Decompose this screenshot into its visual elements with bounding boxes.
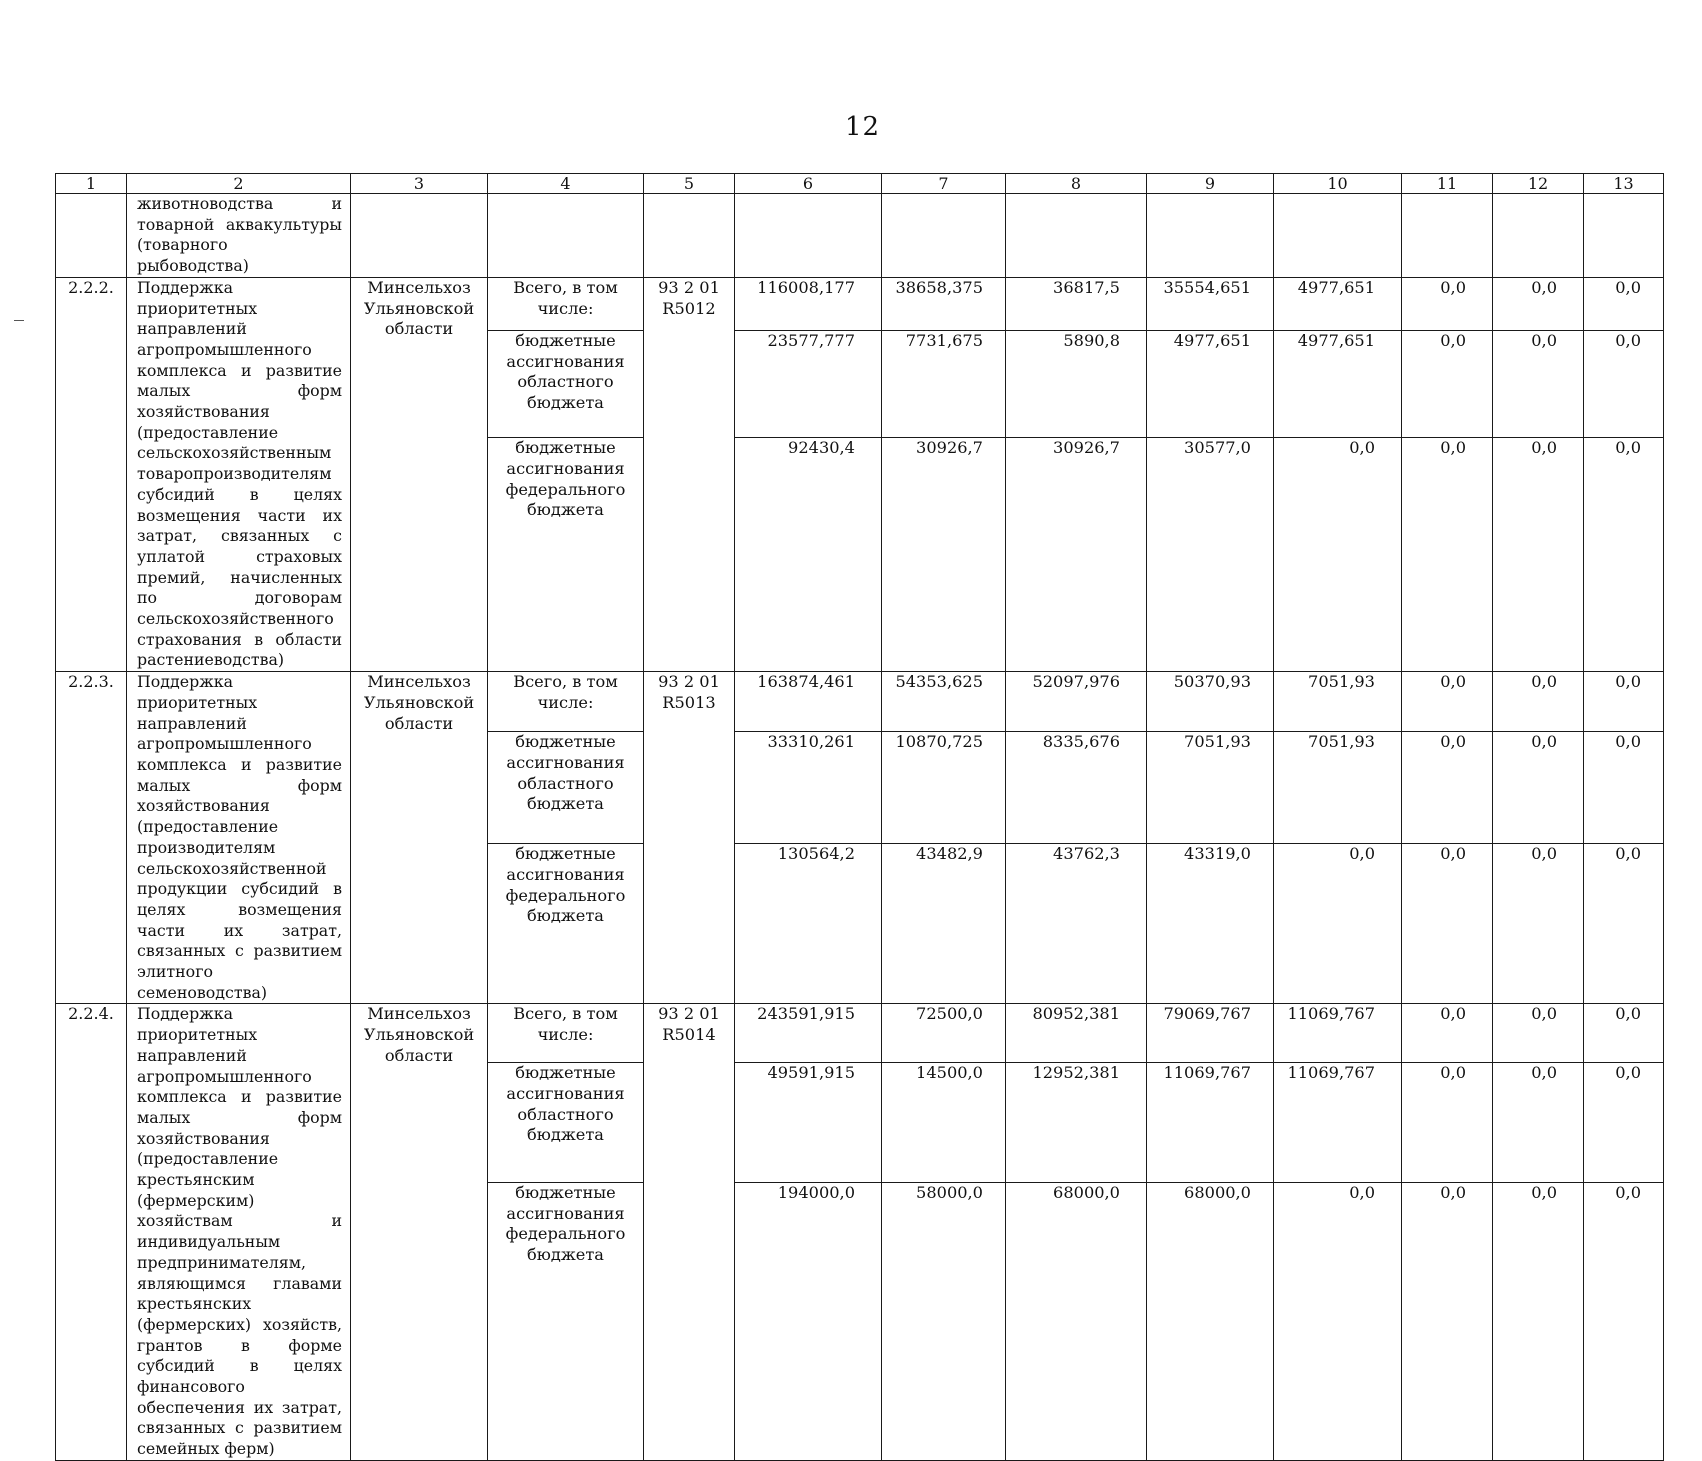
value-cell: 11069,767 [1147, 1063, 1274, 1183]
value-cell: 0,0 [1584, 1063, 1664, 1183]
column-number: 11 [1402, 174, 1493, 194]
value-cell: 43762,3 [1006, 844, 1147, 1004]
responsible-executor: Минсельхоз Ульяновской области [351, 672, 488, 1004]
value-cell: 0,0 [1274, 1182, 1402, 1460]
column-number: 4 [488, 174, 644, 194]
value-cell: 35554,651 [1147, 277, 1274, 330]
value-cell: 0,0 [1493, 844, 1584, 1004]
value-cell: 0,0 [1493, 330, 1584, 438]
value-cell: 68000,0 [1006, 1182, 1147, 1460]
funding-source: Всего, в том числе: [488, 672, 644, 732]
value-cell: 11069,767 [1274, 1063, 1402, 1183]
value-cell: 38658,375 [882, 277, 1006, 330]
funding-source: бюджетные ассигнования областного бюджета [488, 732, 644, 844]
value-cell: 0,0 [1493, 1182, 1584, 1460]
value-cell: 0,0 [1402, 732, 1493, 844]
value-cell: 7051,93 [1274, 732, 1402, 844]
funding-source: бюджетные ассигнования федерального бюджета [488, 438, 644, 672]
value-cell: 0,0 [1584, 1004, 1664, 1063]
column-number-row [56, 174, 1664, 194]
value-cell: 52097,976 [1006, 672, 1147, 732]
column-number: 8 [1006, 174, 1147, 194]
value-cell: 30577,0 [1147, 438, 1274, 672]
value-cell: 54353,625 [882, 672, 1006, 732]
value-cell: 58000,0 [882, 1182, 1006, 1460]
table-row [56, 277, 1664, 330]
value-cell: 243591,915 [735, 1004, 882, 1063]
value-cell: 0,0 [1274, 844, 1402, 1004]
funding-source: бюджетные ассигнования областного бюджета [488, 1063, 644, 1183]
funding-source: бюджетные ассигнования федерального бюджета [488, 1182, 644, 1460]
value-cell: 43482,9 [882, 844, 1006, 1004]
budget-code: 93 2 01 R5014 [644, 1004, 735, 1460]
value-cell: 0,0 [1584, 844, 1664, 1004]
value-cell: 0,0 [1493, 277, 1584, 330]
value-cell: 7731,675 [882, 330, 1006, 438]
value-cell: 116008,177 [735, 277, 882, 330]
column-number: 13 [1584, 174, 1664, 194]
value-cell: 80952,381 [1006, 1004, 1147, 1063]
value-cell: 0,0 [1584, 277, 1664, 330]
value-cell: 0,0 [1402, 330, 1493, 438]
value-cell: 0,0 [1402, 1063, 1493, 1183]
value-cell: 14500,0 [882, 1063, 1006, 1183]
value-cell: 0,0 [1402, 1182, 1493, 1460]
funding-source: Всего, в том числе: [488, 1004, 644, 1063]
value-cell: 68000,0 [1147, 1182, 1274, 1460]
value-cell: 0,0 [1493, 1004, 1584, 1063]
value-cell: 43319,0 [1147, 844, 1274, 1004]
value-cell: 0,0 [1493, 1063, 1584, 1183]
item-code: 2.2.3. [56, 672, 127, 1004]
value-cell: 79069,767 [1147, 1004, 1274, 1063]
continuation-description: животноводства и товарной аквакультуры (товарного рыбоводства) [127, 194, 351, 278]
budget-code: 93 2 01 R5013 [644, 672, 735, 1004]
column-number: 3 [351, 174, 488, 194]
value-cell: 0,0 [1402, 844, 1493, 1004]
value-cell: 0,0 [1493, 672, 1584, 732]
value-cell: 23577,777 [735, 330, 882, 438]
value-cell: 0,0 [1584, 438, 1664, 672]
margin-mark [14, 320, 24, 321]
budget-code: 93 2 01 R5012 [644, 277, 735, 671]
column-number: 6 [735, 174, 882, 194]
table-row [56, 1004, 1664, 1063]
value-cell: 49591,915 [735, 1063, 882, 1183]
value-cell: 33310,261 [735, 732, 882, 844]
value-cell: 72500,0 [882, 1004, 1006, 1063]
item-code: 2.2.2. [56, 277, 127, 671]
value-cell: 0,0 [1584, 732, 1664, 844]
funding-source: бюджетные ассигнования федерального бюджета [488, 844, 644, 1004]
item-description: Поддержка приоритетных направлений агропромышленного комплекса и развитие малых форм хозяйствования (предоставление производителям сельскохозяйственной продукции субсидий в целях возмещения части их затрат, связанных с развитием элитного семеноводства) [127, 672, 351, 1004]
value-cell: 0,0 [1584, 1182, 1664, 1460]
value-cell: 0,0 [1402, 1004, 1493, 1063]
value-cell: 7051,93 [1274, 672, 1402, 732]
value-cell: 10870,725 [882, 732, 1006, 844]
value-cell: 0,0 [1274, 438, 1402, 672]
value-cell: 36817,5 [1006, 277, 1147, 330]
value-cell: 0,0 [1402, 438, 1493, 672]
value-cell: 4977,651 [1274, 330, 1402, 438]
value-cell: 8335,676 [1006, 732, 1147, 844]
value-cell: 163874,461 [735, 672, 882, 732]
item-description: Поддержка приоритетных направлений агропромышленного комплекса и развитие малых форм хозяйствования (предоставление сельскохозяйственным товаропроизводителям субсидий в целях возмещения части их затрат, связанных с уплатой страховых премий, начисленных по договорам сельскохозяйственного страхования в области растениеводства) [127, 277, 351, 671]
value-cell: 92430,4 [735, 438, 882, 672]
column-number: 2 [127, 174, 351, 194]
value-cell: 11069,767 [1274, 1004, 1402, 1063]
funding-source: Всего, в том числе: [488, 277, 644, 330]
value-cell: 130564,2 [735, 844, 882, 1004]
value-cell: 4977,651 [1147, 330, 1274, 438]
item-description: Поддержка приоритетных направлений агропромышленного комплекса и развитие малых форм хозяйствования (предоставление крестьянским (фермерским) хозяйствам и индивидуальным предпринимателям, являющимся главами крестьянских (фермерских) хозяйств, грантов в форме субсидий в целях финансового обеспечения их затрат, связанных с развитием семейных ферм) [127, 1004, 351, 1460]
value-cell: 30926,7 [1006, 438, 1147, 672]
value-cell: 4977,651 [1274, 277, 1402, 330]
value-cell: 0,0 [1402, 672, 1493, 732]
value-cell: 12952,381 [1006, 1063, 1147, 1183]
value-cell: 0,0 [1493, 732, 1584, 844]
funding-source: бюджетные ассигнования областного бюджета [488, 330, 644, 438]
value-cell: 0,0 [1402, 277, 1493, 330]
column-number: 12 [1493, 174, 1584, 194]
value-cell: 194000,0 [735, 1182, 882, 1460]
table-row [56, 672, 1664, 732]
value-cell: 0,0 [1584, 672, 1664, 732]
continuation-row [56, 194, 1664, 278]
column-number: 10 [1274, 174, 1402, 194]
item-code: 2.2.4. [56, 1004, 127, 1460]
value-cell: 0,0 [1493, 438, 1584, 672]
column-number: 5 [644, 174, 735, 194]
value-cell: 5890,8 [1006, 330, 1147, 438]
responsible-executor: Минсельхоз Ульяновской области [351, 277, 488, 671]
column-number: 7 [882, 174, 1006, 194]
program-table [55, 173, 1664, 1461]
value-cell: 30926,7 [882, 438, 1006, 672]
page-number: 12 [844, 112, 881, 142]
column-number: 9 [1147, 174, 1274, 194]
value-cell: 50370,93 [1147, 672, 1274, 732]
value-cell: 7051,93 [1147, 732, 1274, 844]
column-number: 1 [56, 174, 127, 194]
value-cell: 0,0 [1584, 330, 1664, 438]
responsible-executor: Минсельхоз Ульяновской области [351, 1004, 488, 1460]
